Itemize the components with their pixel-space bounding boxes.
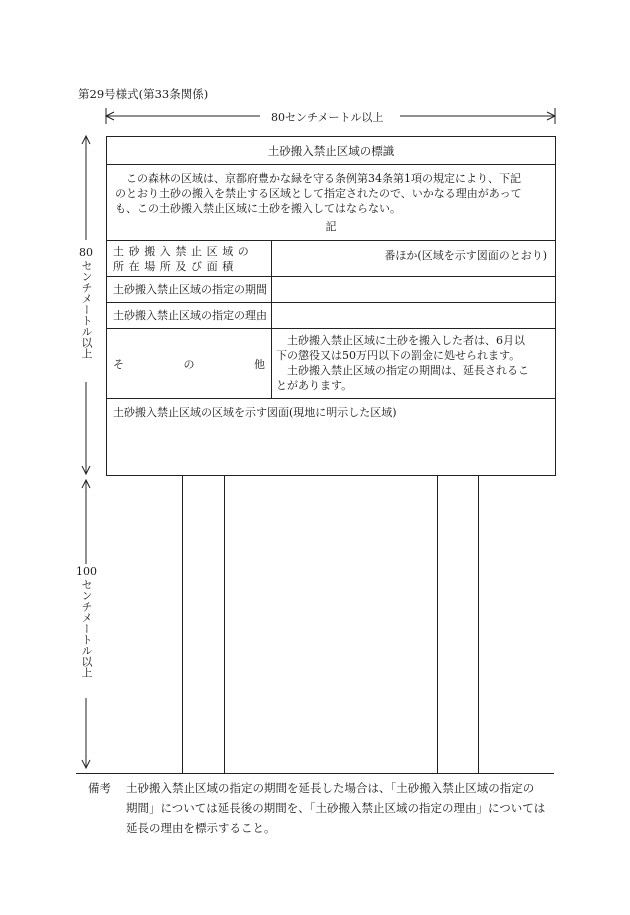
reason-row	[107, 303, 555, 329]
sign-title-row	[107, 137, 555, 165]
other-value	[272, 329, 555, 398]
location-label-line1: 土砂搬入禁止区域の	[113, 245, 254, 258]
remarks	[88, 778, 545, 838]
period-row	[107, 277, 555, 303]
ki-label: 記	[325, 220, 337, 233]
remarks-heading: 備考	[88, 781, 111, 795]
location-label	[107, 241, 272, 276]
period-label: 土砂搬入禁止区域の指定の期間	[107, 277, 272, 302]
other-label-char-1: そ	[113, 357, 124, 371]
other-label	[107, 329, 272, 398]
height-number-bottom: 100	[76, 565, 97, 578]
post-right-outer	[478, 476, 479, 774]
other-label-char-2: の	[183, 357, 195, 371]
remarks-line-3: 延長の理由を標示すること。	[126, 821, 276, 835]
sign-title: 土砂搬入禁止区域の標識	[267, 144, 395, 158]
height-number-top: 80	[79, 246, 93, 259]
post-right-inner	[437, 476, 438, 774]
remarks-line-1: 土砂搬入禁止区域の指定の期間を延長した場合は、「土砂搬入禁止区域の指定の	[126, 781, 535, 795]
location-value: 番ほか(区域を示す図面のとおり)	[384, 249, 547, 262]
intro-line-2: のとおり土砂の搬入を禁止する区域として指定されたので、いかなる理由があって	[115, 187, 522, 200]
height-label-bottom: センチメートル以上	[80, 579, 93, 678]
post-left-inner	[224, 476, 225, 774]
form-title: 第29号様式(第33条関係)	[78, 87, 209, 101]
intro-line-1: この森林の区域は、京都府豊かな緑を守る条例第34条第1項の規定により、下記	[126, 172, 521, 185]
intro-line-3: も、この土砂搬入禁止区域に土砂を搬入してはならない。	[115, 202, 401, 215]
map-area	[107, 399, 555, 425]
other-row	[107, 329, 555, 399]
other-line-1: 土砂搬入禁止区域に土砂を搬入した者は、6月以	[287, 334, 525, 347]
post-left-outer	[182, 476, 183, 774]
reason-label: 土砂搬入禁止区域の指定の理由	[107, 303, 272, 328]
other-line-2: 下の懲役又は50万円以下の罰金に処せられます。	[276, 349, 521, 362]
location-label-line2: 所在場所及び面積	[113, 260, 238, 273]
sign-intro	[107, 165, 555, 241]
sign-board	[106, 136, 556, 476]
height-label-top: センチメートル以上	[80, 260, 93, 359]
other-line-4: とがあります。	[276, 379, 353, 392]
remarks-line-2: 期間」については延長後の期間を、「土砂搬入禁止区域の指定の理由」については	[126, 801, 546, 815]
map-label: 土砂搬入禁止区域の区域を示す図面(現地に明示した区域)	[113, 406, 397, 419]
other-line-3: 土砂搬入禁止区域の指定の期間は、延長されるこ	[287, 364, 529, 377]
width-label: 80センチメートル以上	[271, 111, 384, 124]
ground-line	[76, 773, 554, 774]
period-value	[272, 277, 555, 302]
reason-value	[272, 303, 555, 328]
location-row	[107, 241, 555, 277]
other-label-char-3: 他	[254, 357, 265, 371]
